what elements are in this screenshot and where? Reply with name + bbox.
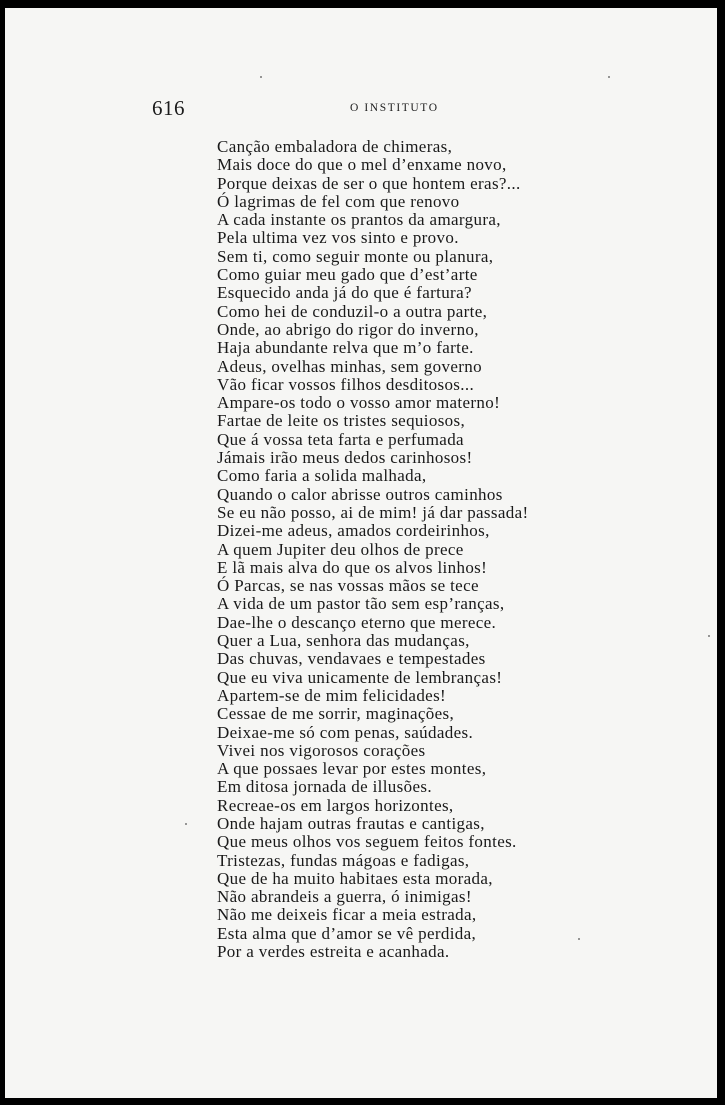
poem-line: Onde, ao abrigo do rigor do inverno, — [217, 319, 479, 339]
poem-line: Se eu não posso, ai de mim! já dar passada! — [217, 502, 529, 522]
poem-line: Vão ficar vossos filhos desditosos... — [217, 374, 475, 394]
print-speck — [260, 76, 262, 78]
poem-line: Esquecido anda já do que é fartura? — [217, 283, 472, 303]
poem-line: Onde hajam outras frautas e cantigas, — [217, 813, 485, 833]
poem-line: Cessae de me sorrir, maginações, — [217, 704, 455, 724]
poem-line: Ó Parcas, se nas vossas mãos se tece — [217, 576, 479, 596]
poem-line: Adeus, ovelhas minhas, sem governo — [217, 356, 482, 376]
poem-line: Deixae-me só com penas, saúdades. — [217, 722, 474, 742]
poem-line: A cada instante os prantos da amargura, — [217, 210, 501, 230]
running-head: O INSTITUTO — [350, 102, 439, 114]
poem-line: A que possaes levar por estes montes, — [217, 759, 487, 779]
poem-line: Não abrandeis a guerra, ó inimigas! — [217, 887, 472, 907]
poem-line: Sem ti, como seguir monte ou planura, — [217, 246, 494, 266]
print-speck — [708, 635, 710, 637]
poem-line: Tristezas, fundas mágoas e fadigas, — [217, 850, 470, 870]
poem-line: Como faria a solida malhada, — [217, 466, 427, 486]
poem-line: Apartem-se de mim felicidades! — [217, 685, 447, 705]
page-header — [5, 96, 717, 126]
poem-line: Quer a Lua, senhora das mudanças, — [217, 631, 470, 651]
poem-text — [217, 138, 529, 961]
poem-line: Das chuvas, vendavaes e tempestades — [217, 649, 486, 669]
poem-line: Recreae-os em largos horizontes, — [217, 795, 454, 815]
poem-line: Que á vossa teta farta e perfumada — [217, 429, 464, 449]
poem-line: Que de ha muito habitaes esta morada, — [217, 868, 493, 888]
poem-line: Dae-lhe o descanço eterno que merece. — [217, 612, 497, 632]
poem-line: Dizei-me adeus, amados cordeirinhos, — [217, 521, 490, 541]
poem-line: Em ditosa jornada de illusões. — [217, 777, 432, 797]
page-number: 616 — [152, 96, 185, 120]
poem-line: A quem Jupiter deu olhos de prece — [217, 539, 464, 559]
poem-line: Ampare-os todo o vosso amor materno! — [217, 393, 501, 413]
poem-line: A vida de um pastor tão sem esp’ranças, — [217, 594, 505, 614]
poem-line: Ó lagrimas de fel com que renovo — [217, 191, 460, 211]
poem-line: Por a verdes estreita e acanhada. — [217, 942, 450, 962]
poem-line: Que meus olhos vos seguem feitos fontes. — [217, 832, 517, 852]
print-speck — [608, 76, 610, 78]
poem-line: Como guiar meu gado que d’est’arte — [217, 265, 478, 285]
poem-line: Jámais irão meus dedos carinhosos! — [217, 448, 473, 468]
poem-line: Mais doce do que o mel d’enxame novo, — [217, 155, 507, 175]
poem-line: Quando o calor abrisse outros caminhos — [217, 484, 503, 504]
poem-line: Porque deixas de ser o que hontem eras?... — [217, 173, 521, 193]
poem-line: Não me deixeis ficar a meia estrada, — [217, 905, 477, 925]
print-speck — [185, 823, 187, 825]
poem-line: Que eu viva unicamente de lembranças! — [217, 667, 503, 687]
poem-line: Haja abundante relva que m’o farte. — [217, 338, 474, 358]
poem-line: Como hei de conduzil-o a outra parte, — [217, 301, 488, 321]
poem-line: E lã mais alva do que os alvos linhos! — [217, 557, 488, 577]
poem-line: Esta alma que d’amor se vê perdida, — [217, 923, 477, 943]
poem-line: Vivei nos vigorosos corações — [217, 740, 426, 760]
poem-line: Fartae de leite os tristes sequiosos, — [217, 411, 466, 431]
poem-line: Pela ultima vez vos sinto e provo. — [217, 228, 459, 248]
poem-line: Canção embaladora de chimeras, — [217, 137, 453, 156]
print-speck — [578, 938, 580, 940]
book-page — [5, 8, 717, 1098]
